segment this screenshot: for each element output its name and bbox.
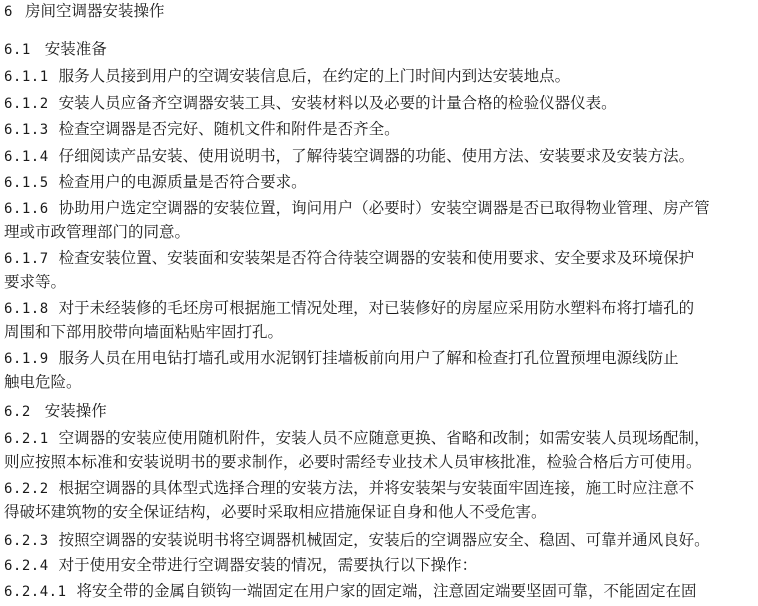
clause-6-1-9-continuation: 触电危险。 — [4, 373, 82, 391]
clause-text: 按照空调器的安装说明书将空调器机械固定，安装后的空调器应安全、稳固、可靠并通风良好。 — [58, 531, 710, 549]
clause-number: 6.2.4 — [4, 558, 49, 574]
clause-text: 对于使用安全带进行空调器安装的情况，需要执行以下操作： — [58, 556, 478, 574]
section-title: 房间空调器安装操作 — [24, 2, 165, 20]
clause-number: 6.2.3 — [4, 533, 49, 549]
clause-text: 空调器的安装应使用随机附件，安装人员不应随意更换、省略和改制；如需安装人员现场配制， — [58, 429, 710, 447]
clause-6-2-2-continuation: 得破坏建筑物的安全保证结构，必要时采取相应措施保证自身和他人不受危害。 — [4, 503, 547, 521]
clause-6-1-9 — [4, 347, 679, 371]
clause-number: 6.1.1 — [4, 69, 49, 85]
clause-6-1-1 — [4, 65, 570, 89]
subsection-number: 6.1 — [4, 42, 31, 58]
clause-6-2-1-continuation: 则应按照本标准和安装说明书的要求制作，必要时需经专业技术人员审核批准，检验合格后方可使用。 — [4, 453, 702, 471]
clause-number: 6.1.3 — [4, 122, 49, 138]
clause-number: 6.1.2 — [4, 96, 49, 112]
clause-number: 6.1.8 — [4, 301, 49, 317]
clause-number: 6.2.4.1 — [4, 584, 67, 600]
clause-text: 检查用户的电源质量是否符合要求。 — [58, 173, 307, 191]
clause-6-1-2 — [4, 92, 617, 116]
clause-text: 协助用户选定空调器的安装位置，询问用户（必要时）安装空调器是否已取得物业管理、房产管 — [58, 199, 710, 217]
section-number: 6 — [4, 4, 13, 20]
clause-6-2-4 — [4, 554, 477, 578]
clause-number: 6.2.1 — [4, 431, 49, 447]
clause-text: 服务人员接到用户的空调安装信息后，在约定的上门时间内到达安装地点。 — [58, 67, 571, 85]
subsection-number: 6.2 — [4, 404, 31, 420]
clause-text: 检查空调器是否完好、随机文件和附件是否齐全。 — [58, 120, 400, 138]
clause-text: 将安全带的金属自锁钩一端固定在用户家的固定端，注意固定端要坚固可靠，不能固定在固 — [76, 582, 697, 600]
clause-6-2-1 — [4, 427, 710, 451]
clause-6-1-8-continuation: 周围和下部用胶带向墙面粘贴牢固打孔。 — [4, 323, 284, 341]
subsection-title: 安装操作 — [44, 402, 107, 420]
clause-number: 6.1.7 — [4, 251, 49, 267]
clause-6-1-3 — [4, 118, 400, 142]
clause-6-2-4-1 — [4, 580, 697, 604]
clause-text: 对于未经装修的毛坯房可根据施工情况处理，对已装修好的房屋应采用防水塑料布将打墙孔的 — [58, 299, 695, 317]
clause-text: 检查安装位置、安装面和安装架是否符合待装空调器的安装和使用要求、安全要求及环境保护 — [58, 249, 695, 267]
clause-6-1-6 — [4, 197, 710, 221]
clause-6-2-3 — [4, 529, 710, 553]
clause-6-1-4 — [4, 145, 694, 169]
clause-6-1-7 — [4, 247, 694, 271]
clause-text: 安装人员应备齐空调器安装工具、安装材料以及必要的计量合格的检验仪器仪表。 — [58, 94, 617, 112]
clause-number: 6.1.6 — [4, 201, 49, 217]
clause-number: 6.2.2 — [4, 481, 49, 497]
clause-text: 仔细阅读产品安装、使用说明书，了解待装空调器的功能、使用方法、安装要求及安装方法。 — [58, 147, 695, 165]
subsection-title: 安装准备 — [44, 40, 107, 58]
clause-number: 6.1.9 — [4, 351, 49, 367]
subsection-heading-6-2 — [4, 400, 107, 424]
clause-6-1-6-continuation: 理或市政管理部门的同意。 — [4, 223, 191, 241]
clause-text: 服务人员在用电钻打墙孔或用水泥钢钉挂墙板前向用户了解和检查打孔位置预埋电源线防止 — [58, 349, 679, 367]
clause-6-1-5 — [4, 171, 307, 195]
clause-number: 6.1.5 — [4, 175, 49, 191]
clause-6-1-8 — [4, 297, 694, 321]
section-heading — [4, 0, 164, 24]
clause-text: 根据空调器的具体型式选择合理的安装方法，并将安装架与安装面牢固连接，施工时应注意不 — [58, 479, 695, 497]
subsection-heading-6-1 — [4, 38, 107, 62]
clause-number: 6.1.4 — [4, 149, 49, 165]
clause-6-1-7-continuation: 要求等。 — [4, 273, 67, 291]
clause-6-2-2 — [4, 477, 694, 501]
